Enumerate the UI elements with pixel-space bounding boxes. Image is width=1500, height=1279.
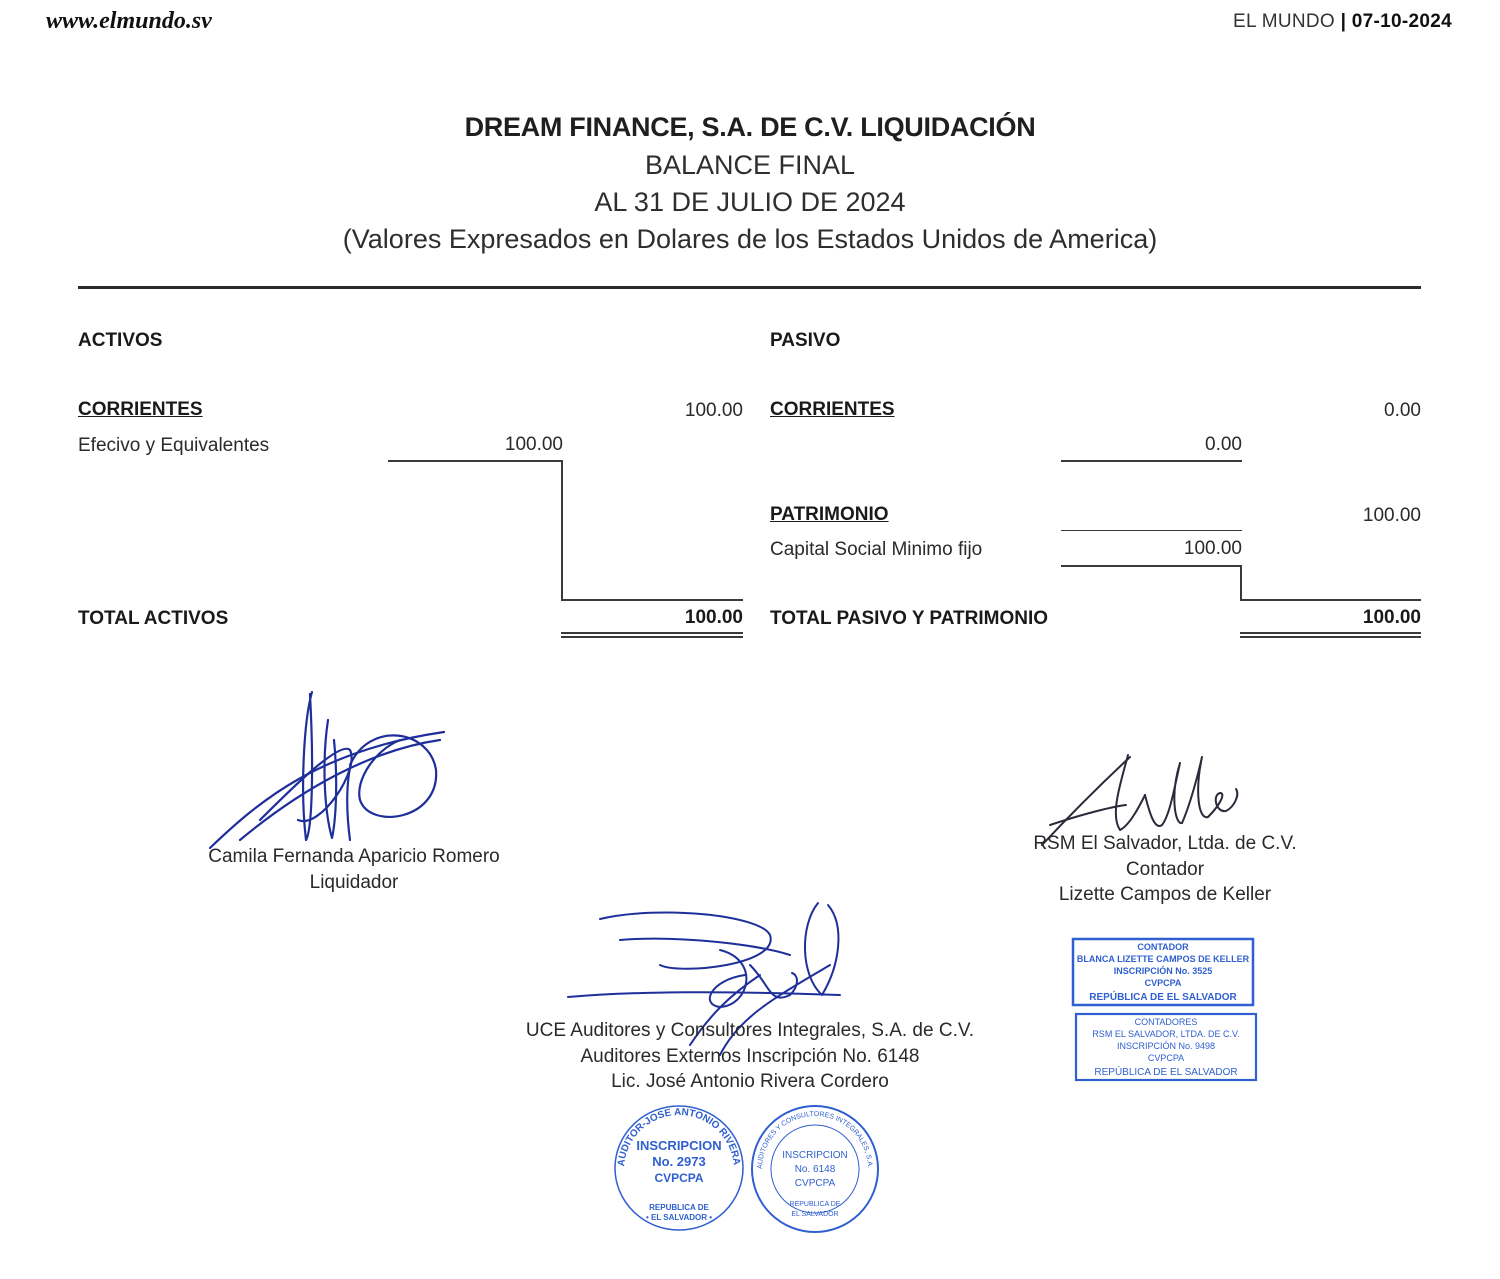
pasivo-corrientes-value: 0.00 bbox=[1205, 434, 1242, 455]
auditor-firm-seal bbox=[745, 1097, 882, 1236]
total-activos-line-2 bbox=[561, 636, 743, 638]
pasivo-corrientes-total: 0.00 bbox=[1384, 400, 1421, 421]
publication-date: 07-10-2024 bbox=[1351, 11, 1452, 32]
company-title: DREAM FINANCE, S.A. DE C.V. LIQUIDACIÓN bbox=[464, 112, 1036, 142]
svg-text:INSCRIPCION: INSCRIPCION bbox=[636, 1138, 722, 1153]
accountant-firm: RSM El Salvador, Ltda. de C.V. bbox=[1033, 833, 1297, 854]
activos-connector-horizontal bbox=[561, 599, 743, 601]
svg-text:CONTADORES: CONTADORES bbox=[1134, 1017, 1198, 1027]
svg-text:CONTADOR: CONTADOR bbox=[1137, 942, 1189, 952]
capital-value: 100.00 bbox=[1183, 538, 1242, 559]
svg-text:CVPCPA: CVPCPA bbox=[1144, 978, 1182, 988]
liquidator-signature bbox=[200, 680, 460, 850]
publication-name: EL MUNDO bbox=[1233, 11, 1335, 32]
site-url: www.elmundo.sv bbox=[46, 8, 212, 34]
svg-text:REPUBLICA DE: REPUBLICA DE bbox=[789, 1201, 841, 1208]
svg-text:REPÚBLICA DE EL SALVADOR: REPÚBLICA DE EL SALVADOR bbox=[1089, 992, 1237, 1003]
liquidator-role: Liquidador bbox=[309, 872, 399, 893]
svg-text:No. 6148: No. 6148 bbox=[794, 1164, 836, 1175]
svg-text:CVPCPA: CVPCPA bbox=[1147, 1053, 1185, 1063]
svg-text:REPUBLICA DE: REPUBLICA DE bbox=[649, 1203, 709, 1212]
activos-corrientes-label: CORRIENTES bbox=[78, 399, 203, 420]
svg-text:REPÚBLICA DE EL SALVADOR: REPÚBLICA DE EL SALVADOR bbox=[1094, 1067, 1238, 1078]
activos-heading: ACTIVOS bbox=[78, 330, 163, 351]
publication-info bbox=[1233, 11, 1452, 33]
svg-text:AUDITOR-JOSE ANTONIO RIVERA CO: AUDITOR-JOSE ANTONIO RIVERA CORDERO bbox=[602, 1090, 742, 1169]
accountant-personal-stamp bbox=[1071, 937, 1255, 1007]
pasivo-connector-vertical bbox=[1240, 565, 1242, 601]
pasivo-connector-horizontal bbox=[1240, 599, 1421, 601]
svg-text:CVPCPA: CVPCPA bbox=[654, 1171, 704, 1185]
total-pasivo-line-1 bbox=[1240, 632, 1421, 634]
total-pasivo-value: 100.00 bbox=[1362, 607, 1421, 628]
svg-text:CVPCPA: CVPCPA bbox=[794, 1178, 836, 1189]
patrimonio-label: PATRIMONIO bbox=[770, 504, 889, 525]
efectivo-label: Efecivo y Equivalentes bbox=[78, 435, 270, 456]
pasivo-corrientes-line bbox=[1061, 460, 1242, 462]
activos-connector-vertical bbox=[561, 460, 563, 601]
total-pasivo-line-2 bbox=[1240, 636, 1421, 638]
auditor-registration: Auditores Externos Inscripción No. 6148 bbox=[580, 1046, 920, 1067]
pasivo-heading: PASIVO bbox=[770, 330, 841, 351]
total-activos-value: 100.00 bbox=[684, 607, 743, 628]
svg-text:• EL SALVADOR •: • EL SALVADOR • bbox=[645, 1213, 713, 1222]
svg-text:RSM EL SALVADOR, LTDA. DE C.V.: RSM EL SALVADOR, LTDA. DE C.V. bbox=[1092, 1029, 1240, 1039]
pasivo-corrientes-label: CORRIENTES bbox=[770, 399, 895, 420]
accountant-firm-stamp bbox=[1074, 1012, 1258, 1082]
report-date: AL 31 DE JULIO DE 2024 bbox=[594, 187, 906, 217]
svg-text:AUDITORES Y CONSULTORES INTEGR: AUDITORES Y CONSULTORES INTEGRALES, S.A. DE C.V. bbox=[745, 1097, 873, 1170]
svg-text:INSCRIPCIÓN No. 3525: INSCRIPCIÓN No. 3525 bbox=[1113, 966, 1213, 976]
accountant-name: Lizette Campos de Keller bbox=[1058, 884, 1272, 905]
svg-text:No. 2973: No. 2973 bbox=[652, 1154, 706, 1169]
total-activos-line-1 bbox=[561, 632, 743, 634]
total-activos-label: TOTAL ACTIVOS bbox=[78, 608, 229, 629]
total-pasivo-label: TOTAL PASIVO Y PATRIMONIO bbox=[770, 608, 1048, 629]
svg-text:BLANCA LIZETTE CAMPOS DE KELLE: BLANCA LIZETTE CAMPOS DE KELLER bbox=[1076, 954, 1250, 964]
activos-corrientes-total: 100.00 bbox=[684, 400, 743, 421]
patrimonio-top-line bbox=[1061, 530, 1242, 531]
svg-text:EL SALVADOR: EL SALVADOR bbox=[791, 1211, 839, 1218]
title-divider bbox=[78, 286, 1421, 289]
accountant-role: Contador bbox=[1125, 859, 1205, 880]
efectivo-value: 100.00 bbox=[504, 434, 563, 455]
separator: | bbox=[1340, 11, 1347, 32]
capital-line bbox=[1061, 565, 1242, 567]
svg-text:INSCRIPCION: INSCRIPCION bbox=[782, 1150, 848, 1161]
auditor-personal-seal bbox=[602, 1090, 752, 1232]
currency-note: (Valores Expresados en Dolares de los Estados Unidos de America) bbox=[342, 224, 1158, 254]
auditor-name: Lic. José Antonio Rivera Cordero bbox=[611, 1071, 889, 1092]
liquidator-name: Camila Fernanda Aparicio Romero bbox=[208, 846, 500, 867]
svg-text:INSCRIPCIÓN No. 9498: INSCRIPCIÓN No. 9498 bbox=[1116, 1041, 1216, 1051]
patrimonio-total: 100.00 bbox=[1362, 505, 1421, 526]
auditor-firm: UCE Auditores y Consultores Integrales, S.A. de C.V. bbox=[525, 1020, 975, 1041]
report-title: BALANCE FINAL bbox=[644, 150, 856, 180]
capital-label: Capital Social Minimo fijo bbox=[770, 539, 983, 560]
activos-subtotal-line bbox=[388, 460, 563, 462]
